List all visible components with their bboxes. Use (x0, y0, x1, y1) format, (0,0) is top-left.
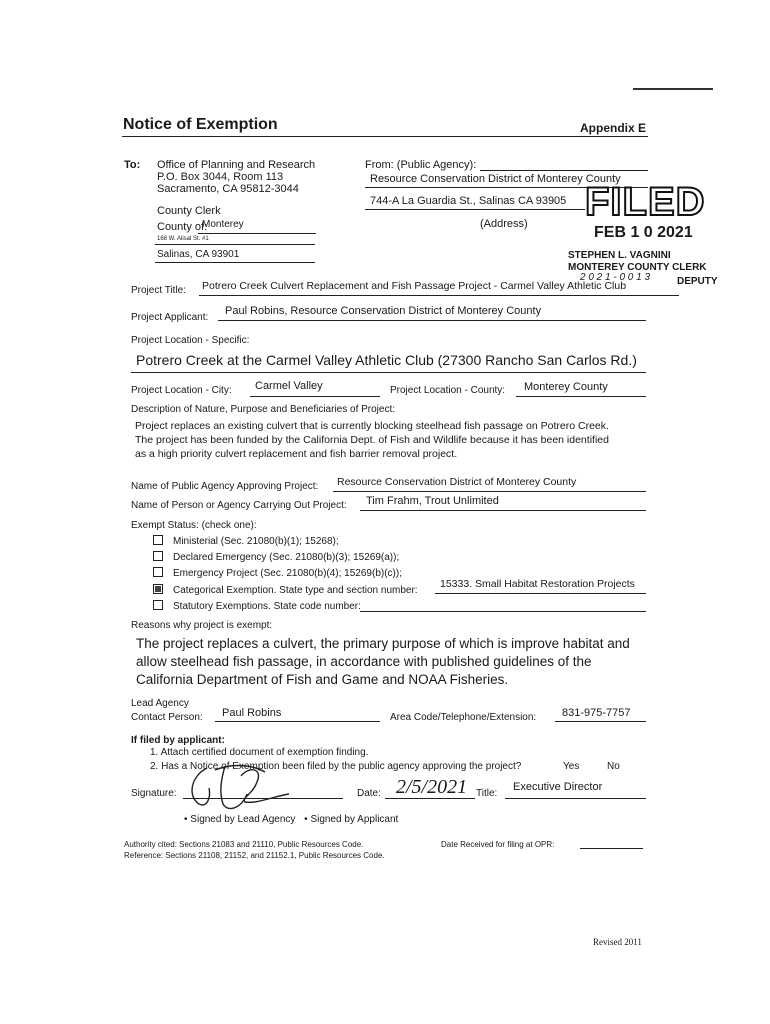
county-address-line: 168 W. Alisal St. #1 (157, 236, 209, 242)
exempt-status-label: Exempt Status: (check one): (131, 520, 257, 531)
signature-underline (183, 798, 343, 799)
carrying-out-underline (360, 510, 646, 511)
exempt-option-ministerial (153, 535, 339, 547)
stamp-number: 2 0 2 1 - 0 0 1 3 (580, 272, 651, 283)
stamp-date: FEB 1 0 2021 (594, 224, 693, 241)
signed-by-lead-option[interactable]: Signed by Lead Agency (190, 814, 296, 825)
project-title-value: Potrero Creek Culvert Replacement and Fish Passage Project - Carmel Valley Athletic Club (202, 280, 627, 292)
title-label: Title: (476, 788, 498, 799)
scan-mark (633, 88, 713, 90)
date-underline (385, 798, 475, 799)
signature-label: Signature: (131, 788, 177, 799)
applicant-heading: If filed by applicant: (131, 735, 225, 746)
county-of-value: Monterey (202, 219, 244, 230)
location-county-label: Project Location - County: (390, 385, 506, 396)
reasons-line-3: California Department of Fish and Game and NOAA Fisheries. (136, 672, 509, 687)
title-underline (505, 798, 646, 799)
signed-by-lead-bullet: • (184, 814, 188, 825)
filed-stamp: FILED (585, 180, 706, 224)
revised-label: Revised 2011 (593, 937, 642, 947)
date-label: Date: (357, 788, 381, 799)
description-line-2: The project has been funded by the California Dept. of Fish and Wildlife because it has been identified (135, 434, 609, 446)
description-label: Description of Nature, Purpose and Beneficiaries of Project: (131, 404, 396, 415)
contact-person-underline (215, 721, 380, 722)
to-line-2: P.O. Box 3044, Room 113 (157, 171, 284, 183)
approving-agency-underline (333, 491, 646, 492)
lead-agency-label: Lead Agency (131, 698, 189, 709)
emergency-project-checkbox[interactable] (153, 567, 163, 577)
title-rule (122, 136, 648, 137)
location-city-label: Project Location - City: (131, 385, 232, 396)
ministerial-checkbox[interactable] (153, 535, 163, 545)
location-county-value: Monterey County (524, 381, 608, 393)
exempt-option-statutory (153, 600, 361, 612)
to-line-3: Sacramento, CA 95812-3044 (157, 183, 299, 195)
categorical-label: Categorical Exemption. State type and section number: (173, 585, 418, 596)
carrying-out-value: Tim Frahm, Trout Unlimited (366, 495, 499, 507)
project-title-underline (199, 295, 679, 296)
to-line-1: Office of Planning and Research (157, 159, 316, 171)
stamp-clerk-name: STEPHEN L. VAGNINI (568, 250, 671, 261)
date-received-label: Date Received for filing at OPR: (441, 840, 555, 849)
reasons-line-1: The project replaces a culvert, the primary purpose of which is improve habitat and (136, 636, 630, 651)
county-clerk-label: County Clerk (157, 205, 221, 217)
page-title: Notice of Exemption (123, 116, 278, 133)
project-applicant-value: Paul Robins, Resource Conservation District of Monterey County (225, 305, 542, 317)
project-title-label: Project Title: (131, 285, 187, 296)
phone-value: 831-975-7757 (562, 707, 631, 719)
signed-by-applicant-option[interactable]: Signed by Applicant (310, 814, 399, 825)
appendix-label: Appendix E (580, 121, 647, 135)
from-address: 744-A La Guardia St., Salinas CA 93905 (370, 195, 567, 207)
contact-person-value: Paul Robins (222, 707, 282, 719)
signature-image (185, 758, 295, 818)
description-line-1: Project replaces an existing culvert that is currently blocking steelhead fish passage on Potrero Creek. (135, 420, 609, 432)
from-label: From: (Public Agency): (365, 159, 477, 171)
location-specific-label: Project Location - Specific: (131, 335, 250, 346)
exempt-option-emergency-project (153, 567, 402, 579)
reference: Reference: Sections 21108, 21152, and 21152.1, Public Resources Code. (124, 851, 385, 860)
applicant-item-1: 1. Attach certified document of exemption finding. (150, 747, 369, 758)
reasons-line-2: allow steelhead fish passage, in accordance with published guidelines of the (136, 654, 592, 669)
date-value: 2/5/2021 (396, 776, 468, 798)
ministerial-label: Ministerial (Sec. 21080(b)(1); 15268); (173, 536, 339, 547)
title-value: Executive Director (513, 781, 603, 793)
applicant-yes-option[interactable]: Yes (563, 761, 580, 772)
signed-by-options (184, 814, 398, 825)
phone-underline (555, 721, 646, 722)
description-line-3: as a high priority culvert replacement and fish barrier removal project. (135, 448, 458, 460)
applicant-no-option[interactable]: No (607, 761, 620, 772)
from-label-underline (480, 170, 648, 171)
location-specific-underline (131, 372, 646, 373)
categorical-underline (435, 593, 646, 594)
carrying-out-label: Name of Person or Agency Carrying Out Project: (131, 500, 347, 511)
declared-emergency-label: Declared Emergency (Sec. 21080(b)(3); 15269(a)); (173, 552, 400, 563)
approving-agency-label: Name of Public Agency Approving Project: (131, 481, 319, 492)
from-agency: Resource Conservation District of Monterey County (370, 173, 621, 185)
location-city-underline (250, 396, 380, 397)
declared-emergency-checkbox[interactable] (153, 551, 163, 561)
location-county-underline (516, 396, 646, 397)
project-applicant-label: Project Applicant: (131, 312, 209, 323)
statutory-checkbox[interactable] (153, 600, 163, 610)
authority-cited: Authority cited: Sections 21083 and 21110, Public Resources Code. (124, 840, 364, 849)
county-city-underline (155, 262, 315, 263)
signed-by-applicant-bullet: • (304, 814, 308, 825)
from-address-label: (Address) (480, 218, 528, 230)
statutory-label: Statutory Exemptions. State code number: (173, 601, 361, 612)
categorical-value: 15333. Small Habitat Restoration Projects (440, 578, 635, 590)
county-of-label: County of: (157, 221, 208, 233)
reasons-label: Reasons why project is exempt: (131, 620, 273, 631)
location-city-value: Carmel Valley (255, 380, 323, 392)
from-address-underline (365, 209, 585, 210)
location-specific-value: Potrero Creek at the Carmel Valley Athletic Club (27300 Rancho San Carlos Rd.) (136, 352, 637, 368)
date-received-underline (580, 848, 643, 849)
project-applicant-underline (218, 320, 646, 321)
applicant-item-2: 2. Has a Notice of Exemption been filed by the public agency approving the project? (150, 761, 522, 772)
phone-label: Area Code/Telephone/Extension: (390, 712, 537, 723)
stamp-deputy: DEPUTY (677, 276, 718, 287)
emergency-project-label: Emergency Project (Sec. 21080(b)(4); 15269(b)(c)); (173, 568, 402, 579)
county-address-underline (155, 244, 315, 245)
statutory-underline (360, 611, 646, 612)
contact-person-label: Contact Person: (131, 712, 203, 723)
stamp-clerk-title: MONTEREY COUNTY CLERK (568, 262, 707, 273)
to-label: To: (124, 159, 141, 171)
categorical-checkbox[interactable] (153, 584, 163, 594)
county-city-line: Salinas, CA 93901 (157, 249, 240, 260)
approving-agency-value: Resource Conservation District of Monterey County (337, 476, 577, 488)
exempt-option-categorical (153, 584, 418, 596)
county-of-underline (198, 233, 316, 234)
exempt-option-declared-emergency (153, 551, 399, 563)
